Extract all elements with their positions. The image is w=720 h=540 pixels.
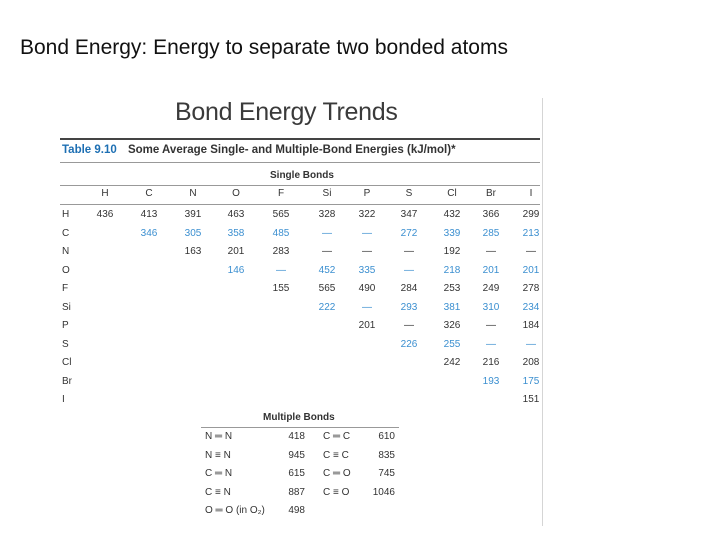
bond-energy-cell: 358 <box>227 227 245 239</box>
bond-energy-cell: 216 <box>482 357 500 368</box>
row-label: Cl <box>62 357 72 368</box>
bond-energy-cell: — <box>404 320 414 331</box>
bond-energy-cell: — <box>404 246 414 257</box>
table-caption-text: Some Average Single- and Multiple-Bond Energies (kJ/mol)* <box>127 144 456 156</box>
bond-energy-cell: 293 <box>400 301 418 313</box>
bond-energy-cell: 463 <box>227 209 245 220</box>
bond-energy-cell: 272 <box>400 227 418 239</box>
bond-energy-cell: 436 <box>96 209 114 220</box>
bond-energy-cell: 201 <box>522 264 540 276</box>
bond-energy-cell: — <box>276 264 286 276</box>
column-header: Si <box>322 188 332 199</box>
bond-energy-cell: 146 <box>227 264 245 276</box>
bond-name: N ═ N <box>205 431 233 442</box>
bond-energy-cell: 328 <box>318 209 336 220</box>
column-header: H <box>101 188 109 199</box>
bond-energy-value: 1046 <box>372 486 395 498</box>
bond-energy-cell: 213 <box>522 227 540 239</box>
row-label: I <box>62 394 65 405</box>
bond-energy-cell: — <box>526 338 536 350</box>
bond-energy-cell: 151 <box>522 394 540 405</box>
bond-energy-cell: — <box>362 227 372 239</box>
multiple-bond-row <box>201 450 399 468</box>
column-header: I <box>529 188 533 199</box>
row-label: C <box>62 227 70 239</box>
bond-energy-value: 498 <box>288 505 305 516</box>
column-header: N <box>189 188 197 199</box>
bond-energy-value: 615 <box>288 468 305 479</box>
bond-energy-cell: 339 <box>443 227 461 239</box>
row-label: S <box>62 338 69 350</box>
slide-title: Bond Energy: Energy to separate two bonded atoms <box>20 36 508 59</box>
bond-energy-cell: — <box>322 246 332 257</box>
column-header: S <box>405 188 413 199</box>
bond-energy-cell: 381 <box>443 301 461 313</box>
bond-energy-cell: 432 <box>443 209 461 220</box>
single-bonds-rule <box>60 185 540 186</box>
bond-energy-cell: — <box>486 320 496 331</box>
row-label: Si <box>62 301 71 313</box>
bond-energy-value: 610 <box>378 431 395 442</box>
bond-energy-cell: — <box>486 246 496 257</box>
bond-energy-figure <box>60 92 542 528</box>
bond-energy-cell: 184 <box>522 320 540 331</box>
header-rule <box>60 204 540 205</box>
bond-energy-cell: 335 <box>358 264 376 276</box>
bond-energy-cell: 201 <box>227 246 245 257</box>
column-header: Br <box>486 188 496 199</box>
bond-energy-cell: — <box>362 246 372 257</box>
multiple-bonds-heading: Multiple Bonds <box>263 412 335 423</box>
bond-energy-cell: 234 <box>522 301 540 313</box>
caption-top-rule <box>60 138 540 140</box>
column-header: Cl <box>447 188 457 199</box>
row-label: N <box>62 246 70 257</box>
row-label: O <box>62 264 70 276</box>
row-label: P <box>62 320 69 331</box>
multiple-bonds-table <box>201 412 399 523</box>
caption-bottom-rule <box>60 162 540 163</box>
bond-energy-cell: 284 <box>400 283 418 294</box>
bond-energy-cell: 285 <box>482 227 500 239</box>
table-number: Table 9.10 <box>62 144 117 156</box>
bond-energy-cell: 192 <box>443 246 461 257</box>
multiple-bond-row <box>201 505 399 523</box>
bond-energy-cell: 565 <box>318 283 336 294</box>
bond-energy-cell: 201 <box>482 264 500 276</box>
bond-energy-cell: 222 <box>318 301 336 313</box>
bond-energy-cell: 346 <box>140 227 158 239</box>
multiple-bond-row <box>201 431 399 449</box>
bond-energy-cell: — <box>486 338 496 350</box>
bond-energy-value: 418 <box>288 431 305 442</box>
bond-energy-cell: 391 <box>184 209 202 220</box>
bond-energy-cell: — <box>404 264 414 276</box>
bond-name: C ≡ N <box>205 486 231 498</box>
bond-energy-cell: 305 <box>184 227 202 239</box>
bond-energy-cell: 201 <box>358 320 376 331</box>
bond-name: C ≡ O <box>323 486 350 498</box>
bond-energy-cell: 452 <box>318 264 336 276</box>
bond-energy-cell: — <box>362 301 372 313</box>
bond-energy-cell: 255 <box>443 338 461 350</box>
bond-energy-cell: 249 <box>482 283 500 294</box>
bond-energy-cell: 155 <box>272 283 290 294</box>
bond-energy-value: 745 <box>378 468 395 479</box>
bond-energy-value: 945 <box>288 449 305 461</box>
bond-name: C ═ O <box>323 468 351 479</box>
bond-energy-cell: 299 <box>522 209 540 220</box>
row-label: Br <box>62 375 72 387</box>
bond-energy-cell: 490 <box>358 283 376 294</box>
multiple-bonds-top-rule <box>201 427 399 428</box>
column-header: C <box>145 188 153 199</box>
bond-energy-cell: 218 <box>443 264 461 276</box>
bond-energy-cell: 278 <box>522 283 540 294</box>
bond-energy-cell: 565 <box>272 209 290 220</box>
bond-energy-cell: 208 <box>522 357 540 368</box>
column-header: O <box>232 188 240 199</box>
figure-title: Bond Energy Trends <box>175 98 398 126</box>
bond-energy-cell: 322 <box>358 209 376 220</box>
bond-energy-cell: 485 <box>272 227 290 239</box>
bond-energy-cell: 175 <box>522 375 540 387</box>
table-caption <box>62 144 456 156</box>
bond-energy-value: 887 <box>288 486 305 498</box>
bond-energy-cell: 163 <box>184 246 202 257</box>
row-label: F <box>62 283 69 294</box>
bond-name: C ═ N <box>205 468 233 479</box>
multiple-bond-row <box>201 487 399 505</box>
bond-energy-cell: 253 <box>443 283 461 294</box>
bond-energy-cell: 242 <box>443 357 461 368</box>
bond-name: O ═ O (in O₂) <box>205 505 265 516</box>
bond-energy-cell: — <box>322 227 332 239</box>
bond-energy-cell: — <box>526 246 536 257</box>
bond-energy-cell: 283 <box>272 246 290 257</box>
row-label: H <box>62 209 70 220</box>
column-header: P <box>363 188 371 199</box>
bond-name: N ≡ N <box>205 449 231 461</box>
bond-energy-cell: 413 <box>140 209 158 220</box>
bond-energy-value: 835 <box>378 449 395 461</box>
single-bonds-heading: Single Bonds <box>270 170 334 181</box>
bond-name: C ≡ C <box>323 449 349 461</box>
multiple-bond-row <box>201 468 399 486</box>
bond-name: C ═ C <box>323 431 351 442</box>
bond-energy-cell: 347 <box>400 209 418 220</box>
bond-energy-cell: 193 <box>482 375 500 387</box>
bond-energy-cell: 326 <box>443 320 461 331</box>
column-header: F <box>277 188 285 199</box>
bond-energy-cell: 226 <box>400 338 418 350</box>
bond-energy-cell: 310 <box>482 301 500 313</box>
bond-energy-cell: 366 <box>482 209 500 220</box>
